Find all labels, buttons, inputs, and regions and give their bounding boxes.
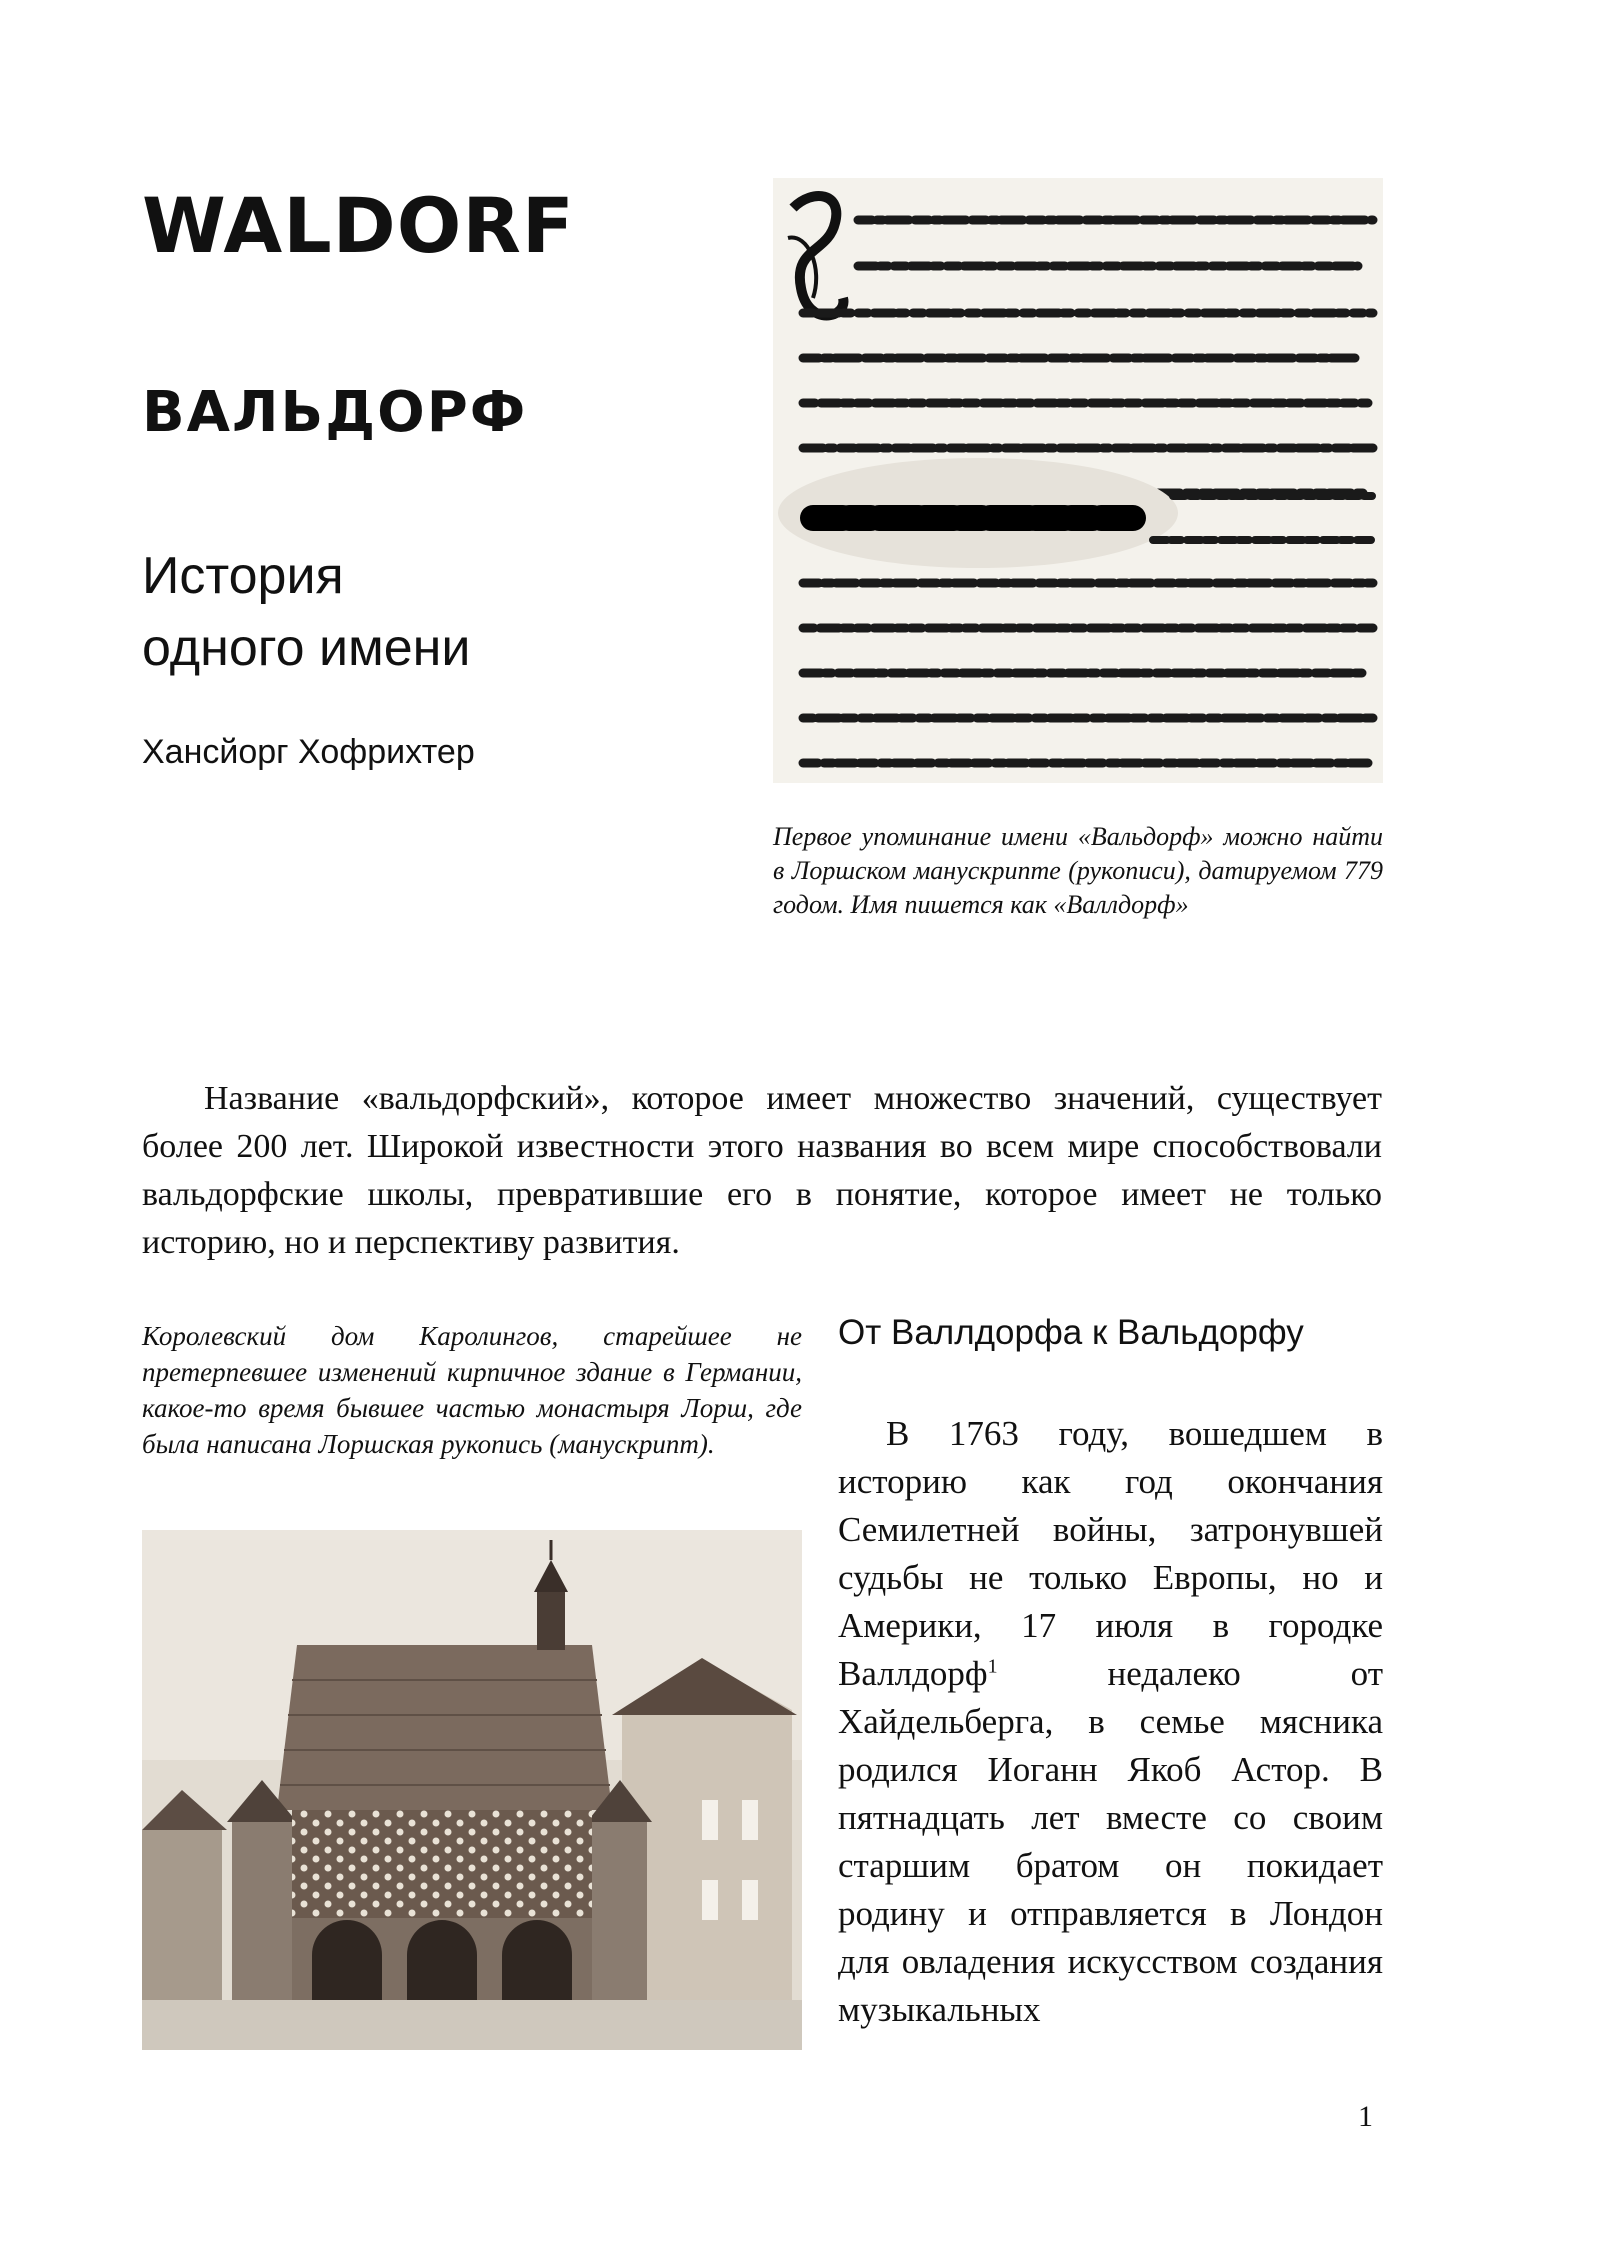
page-number: 1 <box>1358 2100 1373 2133</box>
section-paragraph <box>838 1410 1383 2034</box>
author-name: Хансйорг Хофрихтер <box>142 733 475 771</box>
subtitle <box>142 540 582 684</box>
manuscript-caption: Первое упоминание имени «Вальдорф» можно найти в Лоршском манускрипте (рукописи), датируемом 779 годом. Имя пишется как «Валлдорф» <box>773 822 1383 919</box>
intro-paragraph: Название «вальдорфский», которое имеет множество значений, существует более 200 лет. Широкой известности этого названия во всем мире способствовали вальдорфские школы, превратившие его в понятие, которое имеет не только историю, но и перспективу развития. <box>142 1080 1382 1261</box>
photo-caption: Королевский дом Каролингов, старейшее не претерпевшее изменений кирпичное здание в Германии, какое-то время бывшее частью монастыря Лорш, где была написана Лоршская рукопись (манускрипт). <box>142 1321 802 1459</box>
building-photo <box>142 1530 802 2050</box>
title-russian: ВАЛЬДОРФ <box>142 380 528 445</box>
section-heading: От Валлдорфа к Вальдорфу <box>838 1313 1304 1352</box>
subtitle-line-1: История <box>142 547 344 605</box>
section-text-part-1: В 1763 году, вошедшем в историю как год окончания Семилетней войны, затронувшей судьбы не только Европы, но и Америки, 17 июля в городке Валлдорф <box>838 1414 1383 1693</box>
manuscript-image <box>773 178 1383 783</box>
section-text-part-2: недалеко от Хайдельберга, в семье мясника родился Иоганн Якоб Астор. В пятнадцать лет вместе со своим старшим братом он покидает родину и отправляется в Лондон для овладения искусством создания музыкальных <box>838 1654 1383 2029</box>
title-english: WALDORF <box>142 181 575 270</box>
subtitle-line-2: одного имени <box>142 619 471 677</box>
footnote-marker[interactable]: 1 <box>987 1655 998 1678</box>
